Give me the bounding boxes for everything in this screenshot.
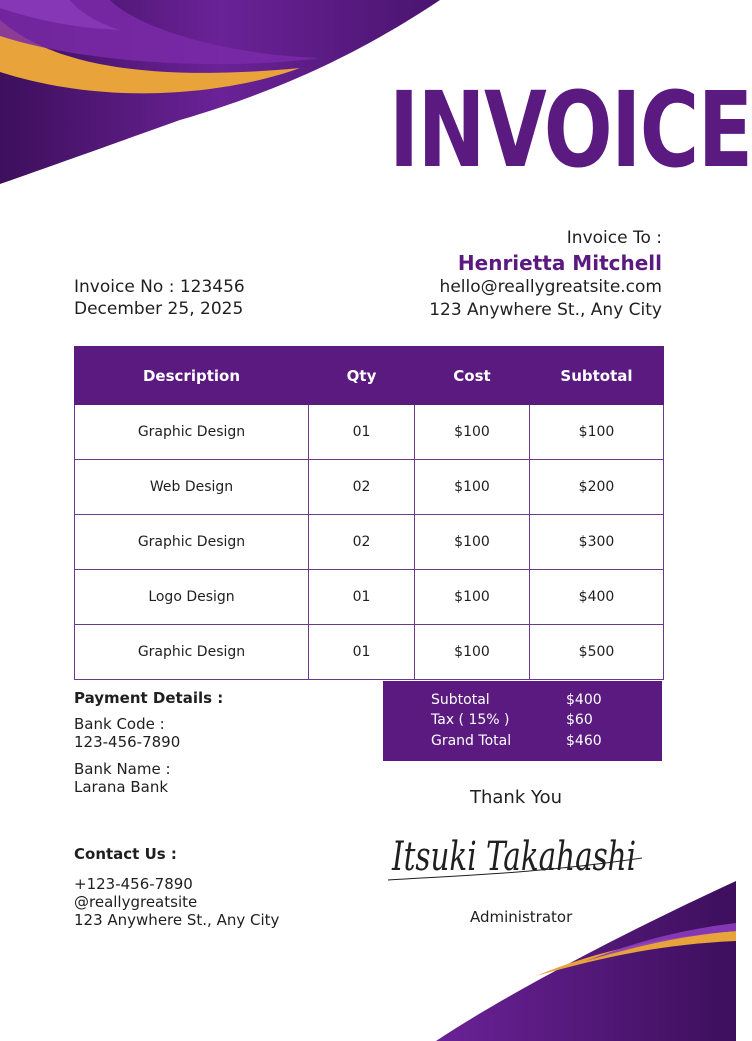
invoice-to-block [429, 227, 662, 322]
table-row [75, 570, 664, 625]
contact-address: 123 Anywhere St., Any City [74, 911, 280, 929]
invoice-to-label: Invoice To : [566, 228, 662, 248]
subtotal-value: $400 [566, 692, 602, 708]
table-row [75, 625, 664, 680]
column-header: Subtotal [530, 347, 664, 405]
item-cost: $100 [415, 625, 530, 680]
item-description: Graphic Design [75, 625, 309, 680]
invoice-date: December 25, 2025 [74, 299, 244, 319]
client-name: Henrietta Mitchell [457, 251, 662, 275]
totals-box [383, 681, 662, 761]
bank-code-value: 123-456-7890 [74, 733, 181, 751]
item-cost: $100 [415, 570, 530, 625]
tax-label: Tax ( 15% ) [431, 712, 510, 728]
invoice-title: INVOICE [389, 69, 752, 191]
grand-total-label: Grand Total [431, 733, 512, 749]
bank-code-block [74, 715, 223, 751]
contact-heading: Contact Us : [74, 845, 177, 863]
item-subtotal: $400 [530, 570, 664, 625]
tax-value: $60 [566, 712, 593, 728]
item-qty: 01 [309, 625, 415, 680]
bank-name-block [74, 760, 223, 796]
thank-you-text: Thank You [470, 787, 563, 808]
subtotal-label: Subtotal [431, 692, 490, 708]
item-cost: $100 [415, 405, 530, 460]
table-row [75, 405, 664, 460]
table-row [75, 515, 664, 570]
client-address: 123 Anywhere St., Any City [429, 300, 662, 320]
contact-handle: @reallygreatsite [74, 893, 198, 911]
payment-heading: Payment Details : [74, 689, 224, 707]
signature-text: Itsuki Takahashi [391, 834, 636, 880]
item-qty: 02 [309, 460, 415, 515]
item-subtotal: $200 [530, 460, 664, 515]
bottom-wave-decoration [436, 881, 736, 1041]
bank-name-label: Bank Name : [74, 760, 171, 778]
invoice-meta-block [74, 276, 245, 320]
item-description: Logo Design [75, 570, 309, 625]
item-qty: 02 [309, 515, 415, 570]
table-row [75, 460, 664, 515]
column-header: Qty [309, 347, 415, 405]
column-header: Description [75, 347, 309, 405]
item-subtotal: $500 [530, 625, 664, 680]
invoice-number: Invoice No : 123456 [74, 277, 245, 297]
bank-code-label: Bank Code : [74, 715, 165, 733]
bank-name-value: Larana Bank [74, 778, 169, 796]
client-email: hello@reallygreatsite.com [439, 277, 662, 297]
line-items-table [74, 346, 664, 680]
item-cost: $100 [415, 460, 530, 515]
item-description: Web Design [75, 460, 309, 515]
top-wave-decoration [0, 0, 440, 190]
item-description: Graphic Design [75, 515, 309, 570]
item-qty: 01 [309, 405, 415, 460]
table-header-row [75, 347, 664, 405]
contact-block [74, 845, 279, 929]
signatory-title: Administrator [470, 908, 573, 926]
grand-total-value: $460 [566, 733, 602, 749]
item-description: Graphic Design [75, 405, 309, 460]
item-qty: 01 [309, 570, 415, 625]
item-cost: $100 [415, 515, 530, 570]
item-subtotal: $300 [530, 515, 664, 570]
contact-phone: +123-456-7890 [74, 875, 193, 893]
signature [386, 818, 646, 888]
payment-details-block [74, 689, 223, 805]
item-subtotal: $100 [530, 405, 664, 460]
column-header: Cost [415, 347, 530, 405]
